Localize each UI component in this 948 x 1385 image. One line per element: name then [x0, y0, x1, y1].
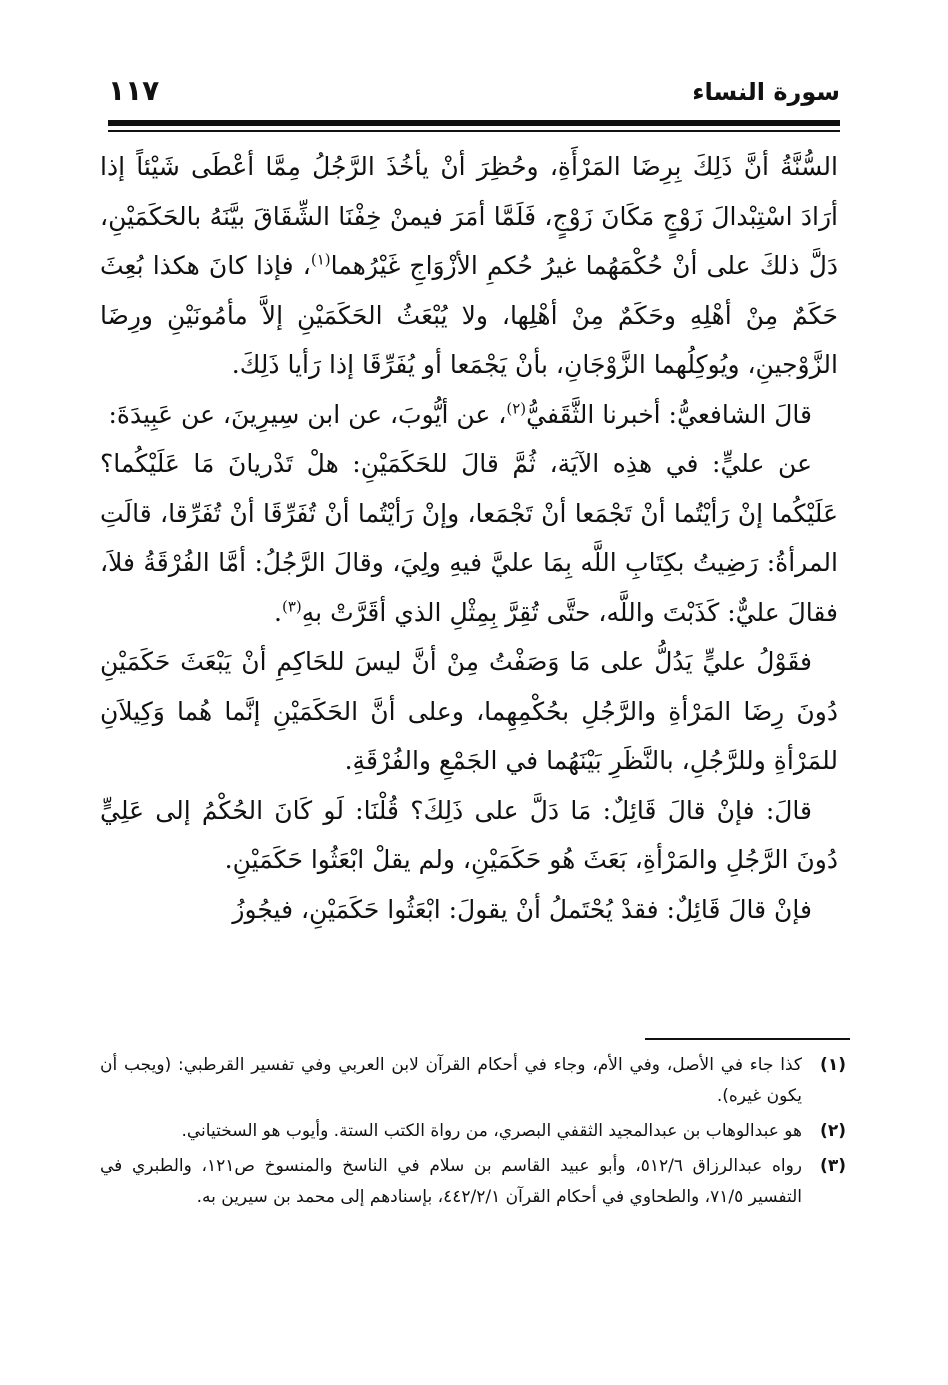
page-header	[108, 72, 840, 112]
header-rule-thick	[108, 120, 840, 126]
footnote-text: هو عبدالوهاب بن عبدالمجيد الثقفي البصري، من رواة الكتب الستة. وأيوب هو السختياني.	[181, 1121, 802, 1141]
main-text	[100, 142, 838, 934]
footnote-2	[100, 1116, 846, 1147]
paragraph-5: قالَ: فإنْ قالَ قَائِلٌ: مَا دَلَّ على ذَلِكَ؟ قُلْنَا: لَو كَانَ الحُكْمُ إلى عَلِيٍّ دُونَ الرَّجُلِ والمَرْأةِ، بَعَثَ هُو حَكَمَيْنِ، ولم يقلْ ابْعَثُوا حَكَمَيْنِ.	[100, 795, 838, 874]
paragraph-1: السُّنَّةُ أنَّ ذَلِكَ بِرِضَا المَرْأَةِ، وحُظِرَ أنْ يأخُذَ الرَّجُلُ مِمَّا أعْطَى شَيْئاً إذا أرَادَ اسْتِبْدالَ زَوْجٍ مَكَانَ زَوْجٍ، فَلَمَّا أمَرَ فيمنْ خِفْنَا الشِّقَاقَ بيَّنَهُ بالحَكَمَيْنِ، دَلَّ ذلكَ على أنْ حُكْمَهُما غيرُ حُكمِ الأزْوَاجِ غَيْرُهما$^{(١)}$، فإذا كانَ هكذا بُعِثَ حَكَمٌ مِنْ أهْلِهِ وحَكَمٌ مِنْ أهْلِها، ولا يُبْعَثُ الحَكَمَيْنِ إلاَّ مأمُونَيْنِ ورِضَا الزَّوْجينِ، ويُوكِلُهما الزَّوْجَانِ، بأنْ يَجْمَعا أو يُفَرِّقَا إذا رَأيا ذَلِكَ.	[100, 152, 838, 379]
running-title: سورة النساء	[692, 78, 840, 106]
footnote-number: (٢)	[820, 1121, 846, 1141]
paragraph-4: فقَوْلُ عليٍّ يَدُلُّ على مَا وَصَفْتُ مِنْ أنَّ ليسَ للحَاكِمِ أنْ يَبْعَثَ حَكَمَيْنِ دُونَ رِضَا المَرْأةِ والرَّجُلِ بحُكْمِهِما، وعلى أنَّ الحَكَمَيْنِ إنَّما هُما وَكِيلاَنِ للمَرْأةِ وللرَّجُلِ، بالنَّظَرِ بَيْنَهُما في الجَمْعِ والفُرْقَةِ.	[100, 647, 838, 775]
header-rule-thin	[108, 130, 840, 132]
footnote-separator	[645, 1038, 850, 1040]
paragraph-6: فإنْ قالَ قَائِلٌ: فقدْ يُحْتَملُ أنْ يقولَ: ابْعَثُوا حَكَمَيْنِ، فيجُوزُ	[232, 894, 812, 924]
paragraph-2: قالَ الشافعيُّ: أخبرنا الثَّقَفيُّ$^{(٢)}$، عن أيُّوبَ، عن ابن سِيرِينَ، عن عَبِيدَةَ:	[108, 399, 812, 429]
paragraph-3: عن عليٍّ: في هذِه الآيَة، ثُمَّ قالَ للحَكَمَيْنِ: هلْ تَدْريانَ مَا عَلَيْكُما؟ عَلَيْكُما إنْ رَأيْتُما أنْ تَجْمَعا أنْ تَجْمَعا، وإنْ رَأيْتُما أنْ تُفَرِّقَا أنْ تُفَرِّقا، قالَتِ المرأةُ: رَضِيتُ بكِتَابِ اللَّه بِمَا عليَّ فيهِ ولِيَ، وقالَ الرَّجُلُ: أمَّا الفُرْقَةُ فلاَ، فقالَ عليٌّ: كَذَبْتَ واللَّه، حتَّى تُقِرَّ بِمِثْلِ الذي أقَرَّتْ بهِ$^{(٣)}$.	[100, 449, 838, 627]
footnote-number: (٣)	[820, 1156, 846, 1176]
footnotes	[100, 1050, 846, 1217]
footnote-ref-3: (٣)	[281, 597, 302, 616]
footnote-number: (١)	[820, 1055, 846, 1075]
footnote-3	[100, 1151, 846, 1213]
footnote-1	[100, 1050, 846, 1112]
footnote-text: كذا جاء في الأصل، وفي الأم، وجاء في أحكام القرآن لابن العربي وفي تفسير القرطبي: (ويجب أن يكون غيره).	[100, 1055, 802, 1106]
footnote-text: رواه عبدالرزاق ٥١٢/٦، وأبو عبيد القاسم بن سلام في الناسخ والمنسوخ ص١٢١، والطبري في التفسير ٧١/٥، والطحاوي في أحكام القرآن ٤٤٢/٢/١، بإسنادهم إلى محمد بن سيرين به.	[100, 1156, 802, 1207]
footnote-ref-1: (١)	[310, 250, 331, 269]
page-number: ١١٧	[108, 74, 160, 107]
footnote-ref-2: (٢)	[506, 399, 527, 418]
